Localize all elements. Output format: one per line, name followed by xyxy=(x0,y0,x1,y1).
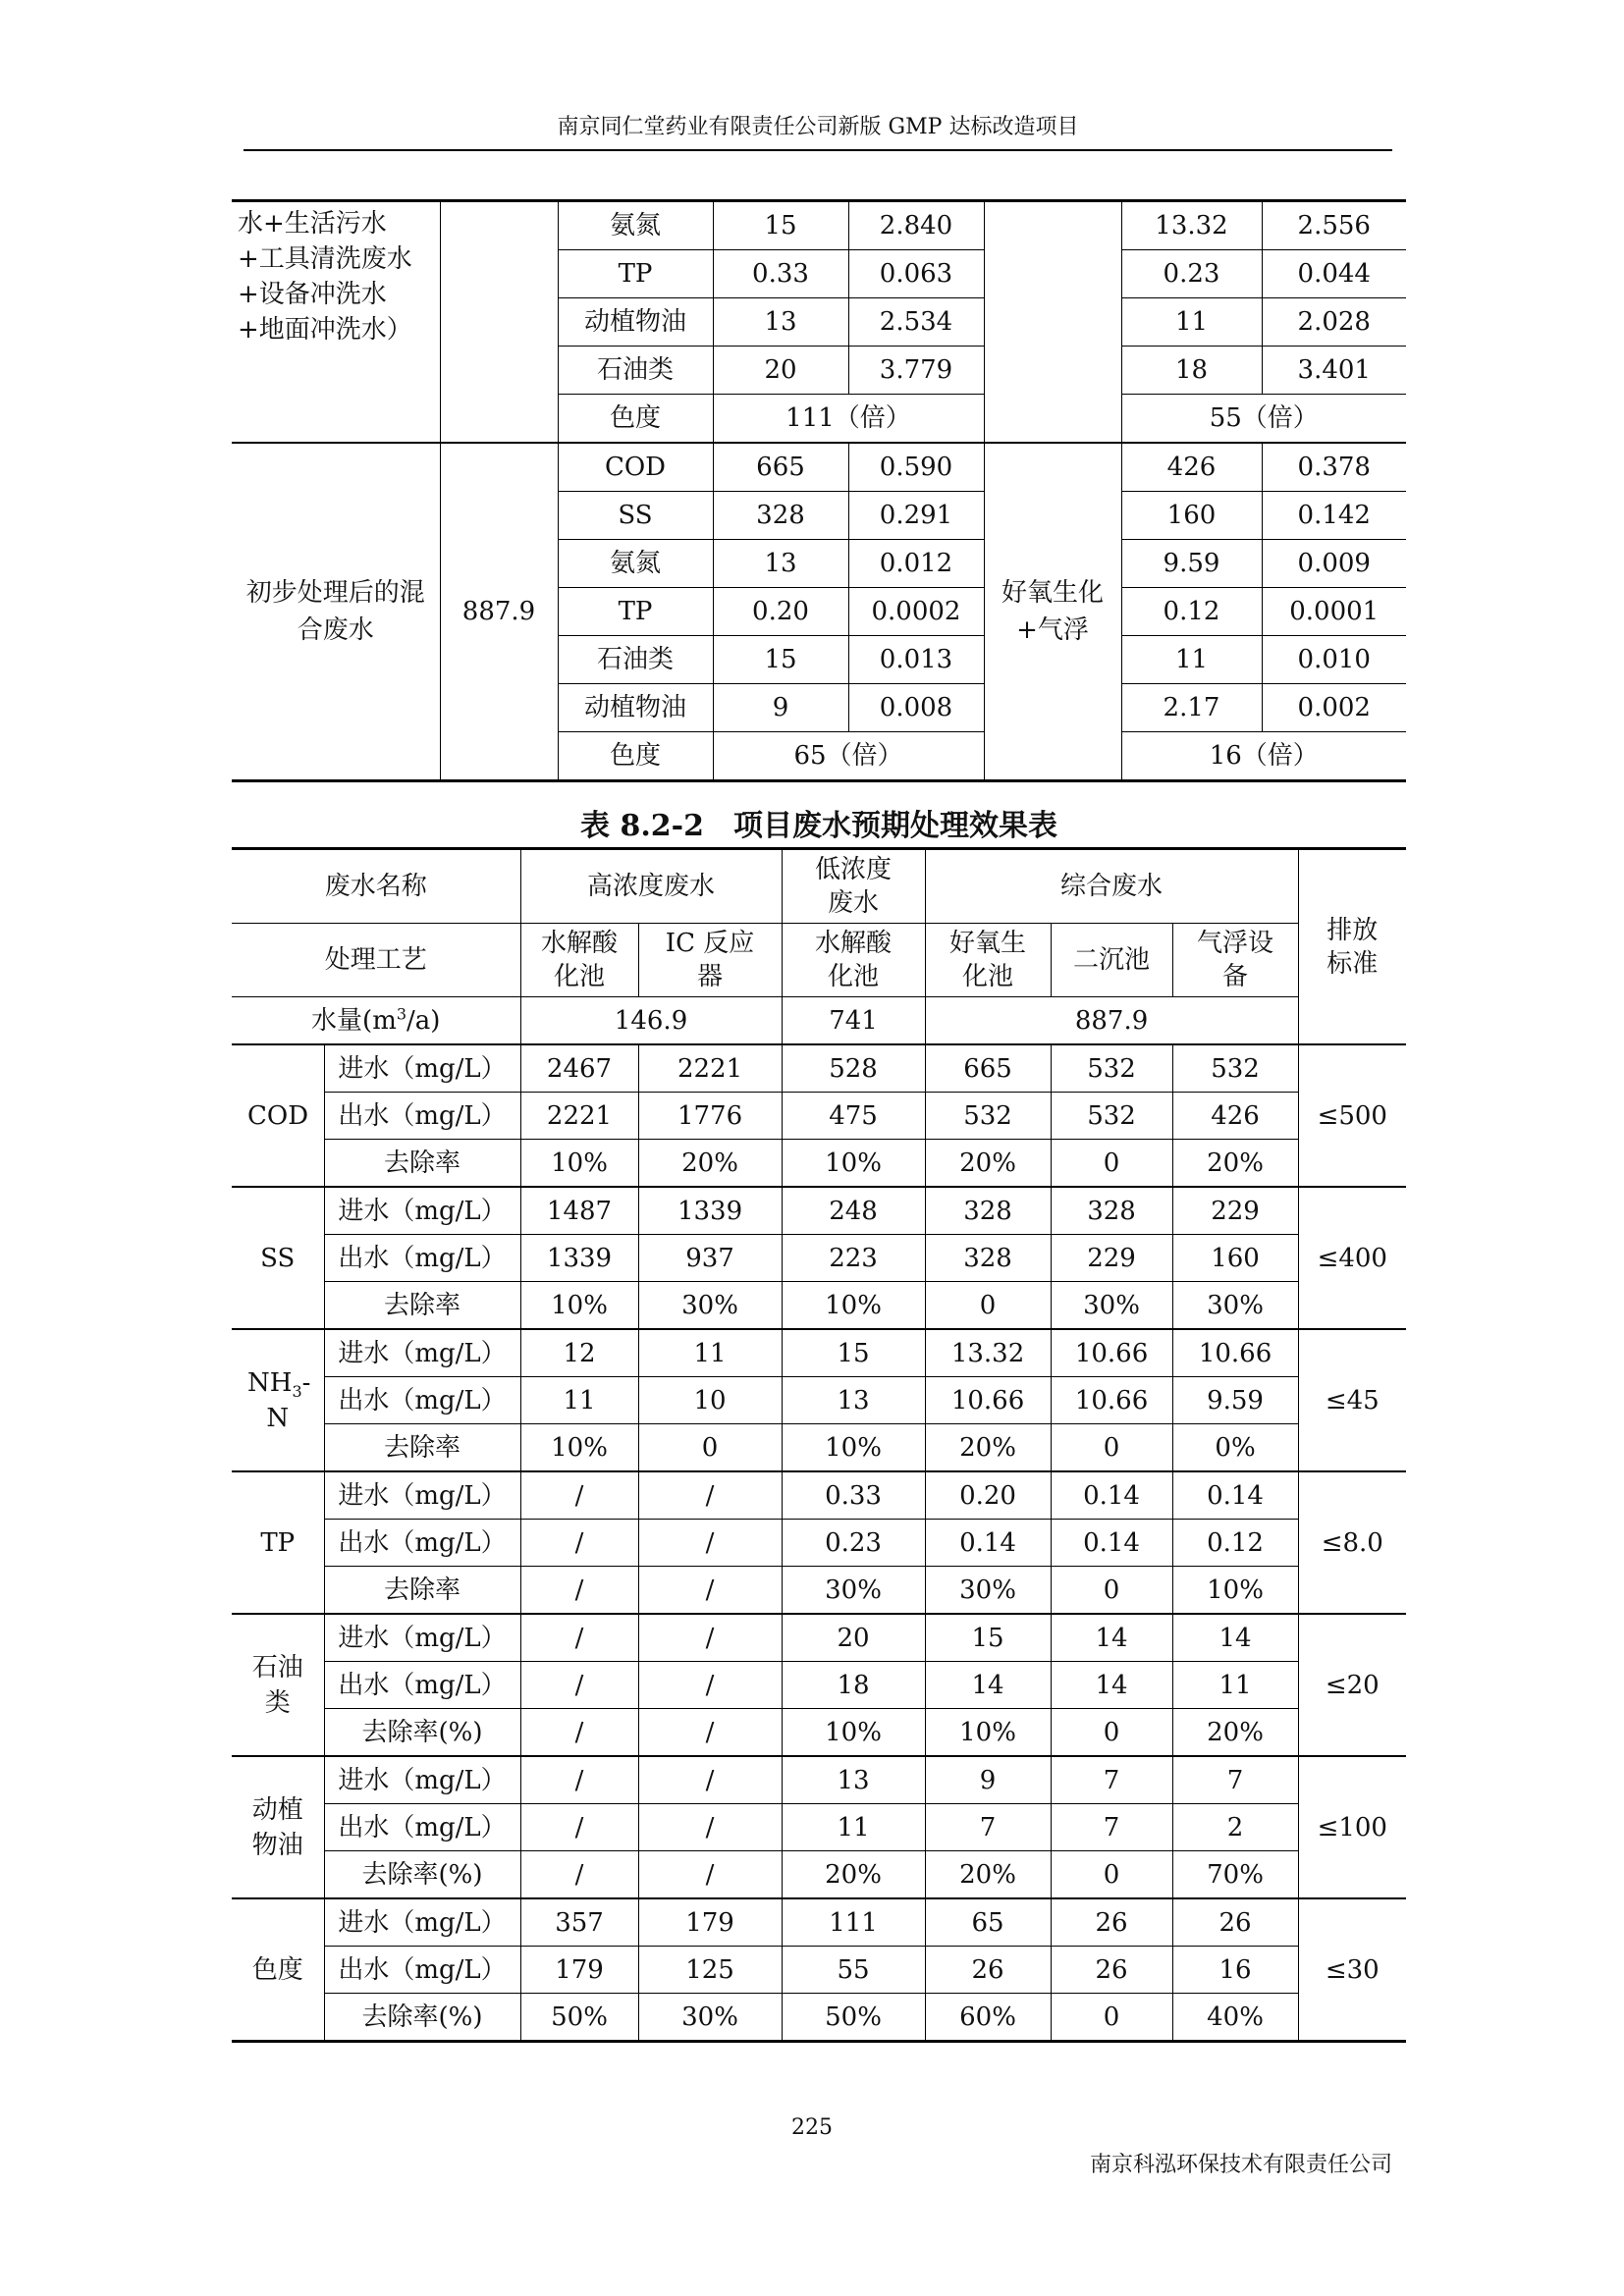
value-cell: 20% xyxy=(925,1851,1051,1899)
pollutant-name-text: 动植物油 xyxy=(251,1794,303,1860)
value-cell: / xyxy=(520,1662,638,1709)
value-cell: 20% xyxy=(1172,1709,1298,1757)
param-cell: 氨氮 xyxy=(558,540,713,588)
value-cell: 3.401 xyxy=(1262,347,1406,395)
value-cell: 0 xyxy=(638,1424,782,1472)
value-cell: 0.0001 xyxy=(1262,588,1406,636)
value-cell: 0% xyxy=(1172,1424,1298,1472)
value-cell: 0 xyxy=(1051,1424,1172,1472)
row-label: 进水（mg/L） xyxy=(324,1044,520,1093)
value-cell: / xyxy=(638,1567,782,1615)
table-row xyxy=(232,1520,1406,1567)
value-cell: 0 xyxy=(1051,1994,1172,2042)
volume-tail: /a) xyxy=(406,1005,441,1036)
row-label: 去除率 xyxy=(324,1567,520,1615)
param-cell: TP xyxy=(558,250,713,298)
table-row xyxy=(232,1140,1406,1188)
pollutant-name-text: TP xyxy=(260,1527,296,1558)
value-cell: 10.66 xyxy=(925,1377,1051,1424)
value-cell: 13 xyxy=(713,540,848,588)
value-cell: 14 xyxy=(925,1662,1051,1709)
group1-name: 水+生活污水+工具清洗废水+设备冲洗水+地面冲洗水） xyxy=(232,201,440,444)
table-row xyxy=(232,1567,1406,1615)
value-cell: / xyxy=(520,1471,638,1520)
value-cell: 10.66 xyxy=(1172,1329,1298,1377)
table-row xyxy=(232,1994,1406,2042)
value-cell: 26 xyxy=(1172,1898,1298,1947)
value-cell: 60% xyxy=(925,1994,1051,2042)
table-header-row xyxy=(232,924,1406,997)
value-cell: 0.002 xyxy=(1262,684,1406,732)
value-cell: / xyxy=(520,1614,638,1662)
param-cell: 氨氮 xyxy=(558,201,713,250)
row-label: 去除率 xyxy=(324,1282,520,1330)
value-cell: 532 xyxy=(1051,1044,1172,1093)
value-cell: 26 xyxy=(925,1947,1051,1994)
value-cell: / xyxy=(520,1709,638,1757)
pollutant-name xyxy=(232,1044,324,1187)
value-cell: 111 xyxy=(782,1898,925,1947)
header-volume xyxy=(232,997,520,1045)
value-cell: 532 xyxy=(1172,1044,1298,1093)
table-row xyxy=(232,1947,1406,1994)
value-cell: 0.0002 xyxy=(848,588,984,636)
value-cell: 16（倍） xyxy=(1121,732,1406,781)
value-cell: 0 xyxy=(1051,1567,1172,1615)
value-cell: 426 xyxy=(1121,443,1262,492)
value-cell: / xyxy=(638,1520,782,1567)
pollutant-name-sub: 3 xyxy=(292,1381,302,1401)
row-label: 去除率 xyxy=(324,1424,520,1472)
value-cell: 50% xyxy=(520,1994,638,2042)
value-cell: 248 xyxy=(782,1187,925,1235)
table-row xyxy=(232,1756,1406,1804)
value-cell: 0.12 xyxy=(1172,1520,1298,1567)
value-cell: 10.66 xyxy=(1051,1329,1172,1377)
param-cell: 动植物油 xyxy=(558,684,713,732)
param-cell: COD xyxy=(558,443,713,492)
value-cell: 50% xyxy=(782,1994,925,2042)
value-cell: 20% xyxy=(782,1851,925,1899)
value-cell: 10% xyxy=(782,1140,925,1188)
pollutant-name-text: NH xyxy=(247,1367,293,1398)
value-cell: 2221 xyxy=(520,1093,638,1140)
volume-high: 146.9 xyxy=(520,997,782,1045)
header-rule xyxy=(244,149,1392,151)
value-cell: 0.14 xyxy=(925,1520,1051,1567)
value-cell: 65 xyxy=(925,1898,1051,1947)
value-cell: 15 xyxy=(713,201,848,250)
value-cell: 20 xyxy=(782,1614,925,1662)
group1-volume xyxy=(440,201,558,444)
value-cell: 328 xyxy=(1051,1187,1172,1235)
row-label: 出水（mg/L） xyxy=(324,1662,520,1709)
value-cell: 160 xyxy=(1172,1235,1298,1282)
value-cell: 10% xyxy=(520,1282,638,1330)
volume-combined: 887.9 xyxy=(925,997,1298,1045)
value-cell: 0.013 xyxy=(848,636,984,684)
value-cell: 2.556 xyxy=(1262,201,1406,250)
value-cell: / xyxy=(638,1709,782,1757)
value-cell: 0.012 xyxy=(848,540,984,588)
header-process: 处理工艺 xyxy=(232,924,520,997)
table-row xyxy=(232,1424,1406,1472)
header-p3: 水解酸化池 xyxy=(782,924,925,997)
value-cell: 2.840 xyxy=(848,201,984,250)
value-cell: 11 xyxy=(1121,298,1262,347)
value-cell: 0.20 xyxy=(713,588,848,636)
value-cell: 328 xyxy=(925,1187,1051,1235)
value-cell: / xyxy=(520,1851,638,1899)
value-cell: 0.010 xyxy=(1262,636,1406,684)
param-cell: 石油类 xyxy=(558,347,713,395)
value-cell: 0.009 xyxy=(1262,540,1406,588)
value-cell: 0 xyxy=(1051,1851,1172,1899)
value-cell: 0.378 xyxy=(1262,443,1406,492)
value-cell: 0.063 xyxy=(848,250,984,298)
page-header: 南京同仁堂药业有限责任公司新版 GMP 达标改造项目 xyxy=(557,115,1079,139)
value-cell: 55 xyxy=(782,1947,925,1994)
value-cell: 1487 xyxy=(520,1187,638,1235)
row-label: 进水（mg/L） xyxy=(324,1898,520,1947)
row-label: 出水（mg/L） xyxy=(324,1804,520,1851)
value-cell: 0.142 xyxy=(1262,492,1406,540)
value-cell: 26 xyxy=(1051,1898,1172,1947)
row-label: 去除率(%) xyxy=(324,1709,520,1757)
value-cell: / xyxy=(638,1471,782,1520)
header-high: 高浓度废水 xyxy=(520,849,782,924)
row-label: 进水（mg/L） xyxy=(324,1329,520,1377)
value-cell: 11 xyxy=(1172,1662,1298,1709)
row-label: 出水（mg/L） xyxy=(324,1235,520,1282)
table-row xyxy=(232,1187,1406,1235)
header-p5: 二沉池 xyxy=(1051,924,1172,997)
value-cell: 665 xyxy=(925,1044,1051,1093)
value-cell: 15 xyxy=(713,636,848,684)
value-cell: 0.14 xyxy=(1172,1471,1298,1520)
value-cell: 11 xyxy=(520,1377,638,1424)
value-cell: 13.32 xyxy=(1121,201,1262,250)
value-cell: 20 xyxy=(713,347,848,395)
value-cell: 18 xyxy=(782,1662,925,1709)
value-cell: 0.12 xyxy=(1121,588,1262,636)
value-cell: 0.291 xyxy=(848,492,984,540)
table-row xyxy=(232,1329,1406,1377)
value-cell: 13 xyxy=(782,1756,925,1804)
value-cell: 10% xyxy=(782,1282,925,1330)
value-cell: 9.59 xyxy=(1172,1377,1298,1424)
pollutant-name xyxy=(232,1471,324,1614)
row-label: 进水（mg/L） xyxy=(324,1614,520,1662)
value-cell: 30% xyxy=(1051,1282,1172,1330)
pollutant-name xyxy=(232,1898,324,2042)
pollutant-name-text: 色度 xyxy=(251,1954,303,1985)
param-cell: 石油类 xyxy=(558,636,713,684)
pollutant-name xyxy=(232,1614,324,1756)
value-cell: 0.590 xyxy=(848,443,984,492)
value-cell: 10 xyxy=(638,1377,782,1424)
row-label: 出水（mg/L） xyxy=(324,1947,520,1994)
table-row xyxy=(232,1709,1406,1757)
value-cell: 10% xyxy=(1172,1567,1298,1615)
value-cell: 30% xyxy=(638,1994,782,2042)
group2-process: 好氧生化+气浮 xyxy=(984,443,1121,781)
param-cell: 动植物油 xyxy=(558,298,713,347)
value-cell: 11 xyxy=(782,1804,925,1851)
row-label: 进水（mg/L） xyxy=(324,1187,520,1235)
value-cell: 14 xyxy=(1172,1614,1298,1662)
table-row xyxy=(232,1804,1406,1851)
table-row xyxy=(232,1851,1406,1899)
volume-label: 水量(m xyxy=(311,1005,397,1036)
value-cell: 357 xyxy=(520,1898,638,1947)
standard-value: ≤8.0 xyxy=(1298,1471,1406,1614)
value-cell: 2.17 xyxy=(1121,684,1262,732)
value-cell: 125 xyxy=(638,1947,782,1994)
value-cell: 20% xyxy=(925,1140,1051,1188)
value-cell: 0 xyxy=(1051,1709,1172,1757)
table-row xyxy=(232,1235,1406,1282)
value-cell: / xyxy=(520,1520,638,1567)
value-cell: 0.14 xyxy=(1051,1471,1172,1520)
row-label: 进水（mg/L） xyxy=(324,1756,520,1804)
value-cell: 3.779 xyxy=(848,347,984,395)
value-cell: 10% xyxy=(520,1424,638,1472)
pollutant-name-text: SS xyxy=(260,1243,296,1273)
value-cell: 0.20 xyxy=(925,1471,1051,1520)
param-cell: TP xyxy=(558,588,713,636)
standard-value: ≤30 xyxy=(1298,1898,1406,2042)
value-cell: 0.23 xyxy=(1121,250,1262,298)
value-cell: 2.534 xyxy=(848,298,984,347)
value-cell: 13 xyxy=(782,1377,925,1424)
value-cell: 26 xyxy=(1051,1947,1172,1994)
value-cell: 30% xyxy=(1172,1282,1298,1330)
table-row xyxy=(232,1044,1406,1093)
table-row xyxy=(232,201,1406,250)
row-label: 去除率(%) xyxy=(324,1851,520,1899)
value-cell: 2467 xyxy=(520,1044,638,1093)
treatment-effect-table xyxy=(232,847,1406,2043)
standard-value: ≤45 xyxy=(1298,1329,1406,1471)
group2-name: 初步处理后的混合废水 xyxy=(232,443,440,781)
value-cell: 10% xyxy=(520,1140,638,1188)
value-cell: 18 xyxy=(1121,347,1262,395)
value-cell: 10.66 xyxy=(1051,1377,1172,1424)
value-cell: 9 xyxy=(713,684,848,732)
value-cell: 328 xyxy=(925,1235,1051,1282)
header-standard: 排放标准 xyxy=(1298,849,1406,1045)
value-cell: / xyxy=(638,1851,782,1899)
value-cell: 30% xyxy=(638,1282,782,1330)
header-p6: 气浮设备 xyxy=(1172,924,1298,997)
value-cell: 229 xyxy=(1172,1187,1298,1235)
value-cell: 665 xyxy=(713,443,848,492)
pollutant-name-text: 石油类 xyxy=(251,1652,303,1718)
row-label: 进水（mg/L） xyxy=(324,1471,520,1520)
pollutant-name xyxy=(232,1756,324,1898)
value-cell: 937 xyxy=(638,1235,782,1282)
value-cell: 55（倍） xyxy=(1121,395,1406,444)
table-row xyxy=(232,1662,1406,1709)
value-cell: 179 xyxy=(638,1898,782,1947)
table-row xyxy=(232,1471,1406,1520)
header-p2: IC 反应器 xyxy=(638,924,782,997)
pollutant-name-text: COD xyxy=(247,1100,309,1131)
row-label: 出水（mg/L） xyxy=(324,1377,520,1424)
value-cell: 0.23 xyxy=(782,1520,925,1567)
value-cell: 14 xyxy=(1051,1614,1172,1662)
value-cell: 13.32 xyxy=(925,1329,1051,1377)
value-cell: 9 xyxy=(925,1756,1051,1804)
value-cell: / xyxy=(520,1756,638,1804)
value-cell: 11 xyxy=(638,1329,782,1377)
volume-low: 741 xyxy=(782,997,925,1045)
value-cell: / xyxy=(520,1804,638,1851)
pollutant-name-tail: -N xyxy=(266,1367,311,1433)
page-number: 225 xyxy=(791,2115,833,2140)
value-cell: 1339 xyxy=(638,1187,782,1235)
value-cell: 30% xyxy=(925,1567,1051,1615)
param-cell: 色度 xyxy=(558,732,713,781)
value-cell: / xyxy=(638,1756,782,1804)
pollutant-name xyxy=(232,1329,324,1471)
table-row xyxy=(232,1377,1406,1424)
value-cell: 16 xyxy=(1172,1947,1298,1994)
value-cell: 0.14 xyxy=(1051,1520,1172,1567)
value-cell: 179 xyxy=(520,1947,638,1994)
value-cell: / xyxy=(638,1804,782,1851)
value-cell: 65（倍） xyxy=(713,732,984,781)
header-p1: 水解酸化池 xyxy=(520,924,638,997)
value-cell: 10% xyxy=(925,1709,1051,1757)
value-cell: 532 xyxy=(1051,1093,1172,1140)
value-cell: / xyxy=(638,1614,782,1662)
value-cell: 7 xyxy=(1051,1804,1172,1851)
value-cell: 7 xyxy=(1172,1756,1298,1804)
value-cell: / xyxy=(638,1662,782,1709)
table-row xyxy=(232,1898,1406,1947)
table-title: 表 8.2-2 项目废水预期处理效果表 xyxy=(580,809,1057,843)
value-cell: 1339 xyxy=(520,1235,638,1282)
header-low: 低浓度废水 xyxy=(782,849,925,924)
value-cell: 20% xyxy=(638,1140,782,1188)
table-row xyxy=(232,443,1406,492)
standard-value: ≤500 xyxy=(1298,1044,1406,1187)
value-cell: / xyxy=(520,1567,638,1615)
footer-company: 南京科泓环保技术有限责任公司 xyxy=(1089,2153,1392,2177)
value-cell: 223 xyxy=(782,1235,925,1282)
value-cell: 15 xyxy=(782,1329,925,1377)
value-cell: 475 xyxy=(782,1093,925,1140)
value-cell: 2221 xyxy=(638,1044,782,1093)
value-cell: 70% xyxy=(1172,1851,1298,1899)
value-cell: 0.33 xyxy=(713,250,848,298)
value-cell: 40% xyxy=(1172,1994,1298,2042)
value-cell: 0.33 xyxy=(782,1471,925,1520)
standard-value: ≤400 xyxy=(1298,1187,1406,1329)
value-cell: 15 xyxy=(925,1614,1051,1662)
value-cell: 0 xyxy=(1051,1140,1172,1188)
table-header-row xyxy=(232,997,1406,1045)
table-row xyxy=(232,1282,1406,1330)
value-cell: 229 xyxy=(1051,1235,1172,1282)
value-cell: 13 xyxy=(713,298,848,347)
table-row xyxy=(232,1614,1406,1662)
value-cell: 14 xyxy=(1051,1662,1172,1709)
table-header-row xyxy=(232,849,1406,924)
value-cell: 2 xyxy=(1172,1804,1298,1851)
value-cell: 160 xyxy=(1121,492,1262,540)
value-cell: 0.044 xyxy=(1262,250,1406,298)
table-row xyxy=(232,1093,1406,1140)
value-cell: 20% xyxy=(1172,1140,1298,1188)
value-cell: 11 xyxy=(1121,636,1262,684)
volume-sup: 3 xyxy=(396,1003,407,1023)
param-cell: SS xyxy=(558,492,713,540)
row-label: 去除率(%) xyxy=(324,1994,520,2042)
value-cell: 10% xyxy=(782,1709,925,1757)
value-cell: 0.008 xyxy=(848,684,984,732)
value-cell: 9.59 xyxy=(1121,540,1262,588)
value-cell: 426 xyxy=(1172,1093,1298,1140)
value-cell: 30% xyxy=(782,1567,925,1615)
row-label: 去除率 xyxy=(324,1140,520,1188)
header-wastewater-name: 废水名称 xyxy=(232,849,520,924)
row-label: 出水（mg/L） xyxy=(324,1093,520,1140)
table-continued xyxy=(232,199,1406,782)
value-cell: 111（倍） xyxy=(713,395,984,444)
value-cell: 1776 xyxy=(638,1093,782,1140)
value-cell: 2.028 xyxy=(1262,298,1406,347)
standard-value: ≤100 xyxy=(1298,1756,1406,1898)
value-cell: 328 xyxy=(713,492,848,540)
standard-value: ≤20 xyxy=(1298,1614,1406,1756)
row-label: 出水（mg/L） xyxy=(324,1520,520,1567)
pollutant-name xyxy=(232,1187,324,1329)
value-cell: 0 xyxy=(925,1282,1051,1330)
group1-process xyxy=(984,201,1121,444)
header-combined: 综合废水 xyxy=(925,849,1298,924)
value-cell: 528 xyxy=(782,1044,925,1093)
value-cell: 20% xyxy=(925,1424,1051,1472)
value-cell: 12 xyxy=(520,1329,638,1377)
value-cell: 7 xyxy=(1051,1756,1172,1804)
value-cell: 7 xyxy=(925,1804,1051,1851)
header-p4: 好氧生化池 xyxy=(925,924,1051,997)
value-cell: 532 xyxy=(925,1093,1051,1140)
param-cell: 色度 xyxy=(558,395,713,444)
value-cell: 10% xyxy=(782,1424,925,1472)
group2-volume: 887.9 xyxy=(440,443,558,781)
